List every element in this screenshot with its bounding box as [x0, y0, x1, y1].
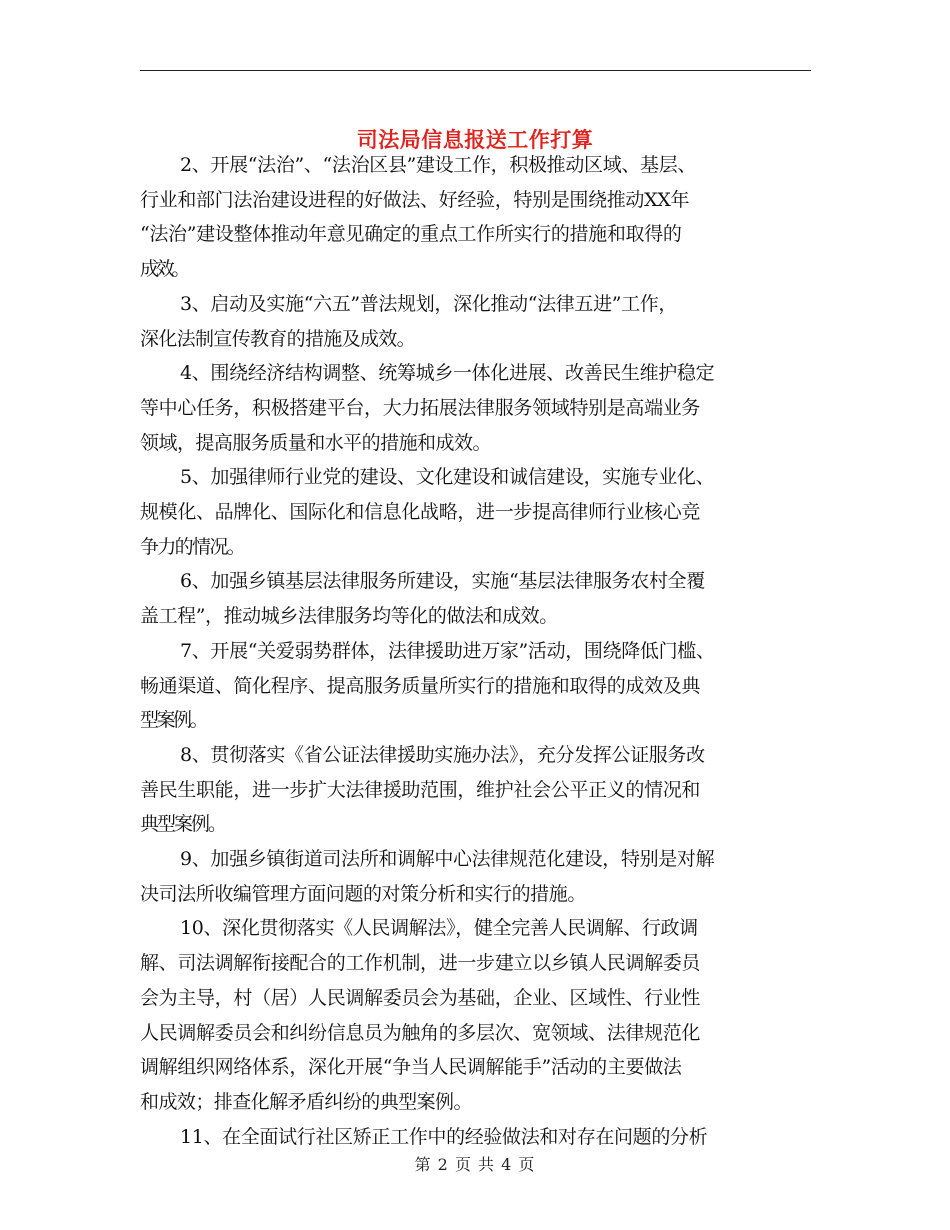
paragraph-item-8	[140, 738, 830, 842]
paragraph-item-4	[140, 356, 830, 460]
paragraph-item-10	[140, 911, 830, 1119]
paragraph-line: 调解组织网络体系，深化开展“争当人民调解能手”活动的主要做法	[140, 1056, 682, 1079]
paragraph-line: 8、贯彻落实《省公证法律援助实施办法》，充分发挥公证服务改	[180, 743, 705, 766]
paragraph-line: 3、启动及实施“六五”普法规划，深化推动“法律五进”工作，	[180, 292, 678, 315]
paragraph-line: 盖工程”，推动城乡法律服务均等化的做法和成效。	[140, 605, 558, 628]
paragraph-item-2	[140, 148, 830, 287]
paragraph-line: 决司法所收编管理方面问题的对策分析和实行的措施。	[140, 882, 586, 905]
paragraph-line: 2、开展“法治”、“法治区县”建设工作，积极推动区域、基层、	[180, 154, 697, 176]
paragraph-line: 畅通渠道、简化程序、提高服务质量所实行的措施和取得的成效及典	[140, 674, 701, 697]
header-rule	[140, 70, 811, 71]
document-title: 司法局信息报送工作打算	[356, 128, 594, 153]
page-number-footer: 第 2 页 共 4 页	[414, 1155, 536, 1174]
paragraph-line: 型案例。	[140, 709, 207, 732]
paragraph-line: 规模化、品牌化、国际化和信息化战略，进一步提高律师行业核心竞	[140, 501, 701, 524]
paragraph-line: 9、加强乡镇街道司法所和调解中心法律规范化建设，特别是对解	[180, 848, 715, 871]
paragraph-line: 11、在全面试行社区矫正工作中的经验做法和对存在问题的分析	[180, 1125, 708, 1148]
paragraph-item-3	[140, 287, 830, 356]
paragraph-line: 5、加强律师行业党的建设、文化建设和诚信建设，实施专业化、	[180, 466, 715, 489]
paragraph-line: 典型案例。	[140, 813, 226, 836]
paragraph-line: 会为主导，村（居）人民调解委员会为基础，企业、区域性、行业性	[140, 986, 701, 1009]
paragraph-item-9	[140, 842, 830, 911]
paragraph-line: 7、开展“关爱弱势群体，法律援助进万家”活动，围绕降低门槛、	[180, 639, 715, 662]
paragraph-line: 行业和部门法治建设进程的好做法、好经验，特别是围绕推动XX年	[140, 188, 690, 211]
paragraph-line: 成效。	[140, 258, 188, 281]
paragraph-line: 领域，提高服务质量和水平的措施和成效。	[140, 431, 491, 454]
paragraph-item-5	[140, 460, 830, 564]
paragraph-line: 解、司法调解衔接配合的工作机制，进一步建立以乡镇人民调解委员	[140, 952, 701, 975]
paragraph-line: 人民调解委员会和纠纷信息员为触角的多层次、宽领域、法律规范化	[140, 1021, 701, 1044]
paragraph-line: 10、深化贯彻落实《人民调解法》，健全完善人民调解、行政调	[180, 917, 698, 940]
paragraph-line: 4、围绕经济结构调整、统筹城乡一体化进展、改善民生维护稳定	[180, 362, 715, 385]
paragraph-item-11	[140, 1120, 830, 1155]
paragraph-line: 和成效；排查化解矛盾纠纷的典型案例。	[140, 1090, 472, 1113]
paragraph-item-7	[140, 634, 830, 738]
paragraph-line: 善民生职能，进一步扩大法律援助范围，维护社会公平正义的情况和	[140, 778, 701, 801]
paragraph-line: 等中心任务，积极搭建平台，大力拓展法律服务领域特别是高端业务	[140, 396, 701, 419]
document-body	[140, 148, 830, 1154]
paragraph-item-6	[140, 564, 830, 633]
paragraph-line: 6、加强乡镇基层法律服务所建设，实施“基层法律服务农村全覆	[180, 570, 705, 593]
paragraph-line: 争力的情况。	[140, 535, 244, 558]
paragraph-line: 深化法制宣传教育的措施及成效。	[140, 327, 415, 350]
paragraph-line: “法治”建设整体推动年意见确定的重点工作所实行的措施和取得的	[140, 223, 682, 246]
